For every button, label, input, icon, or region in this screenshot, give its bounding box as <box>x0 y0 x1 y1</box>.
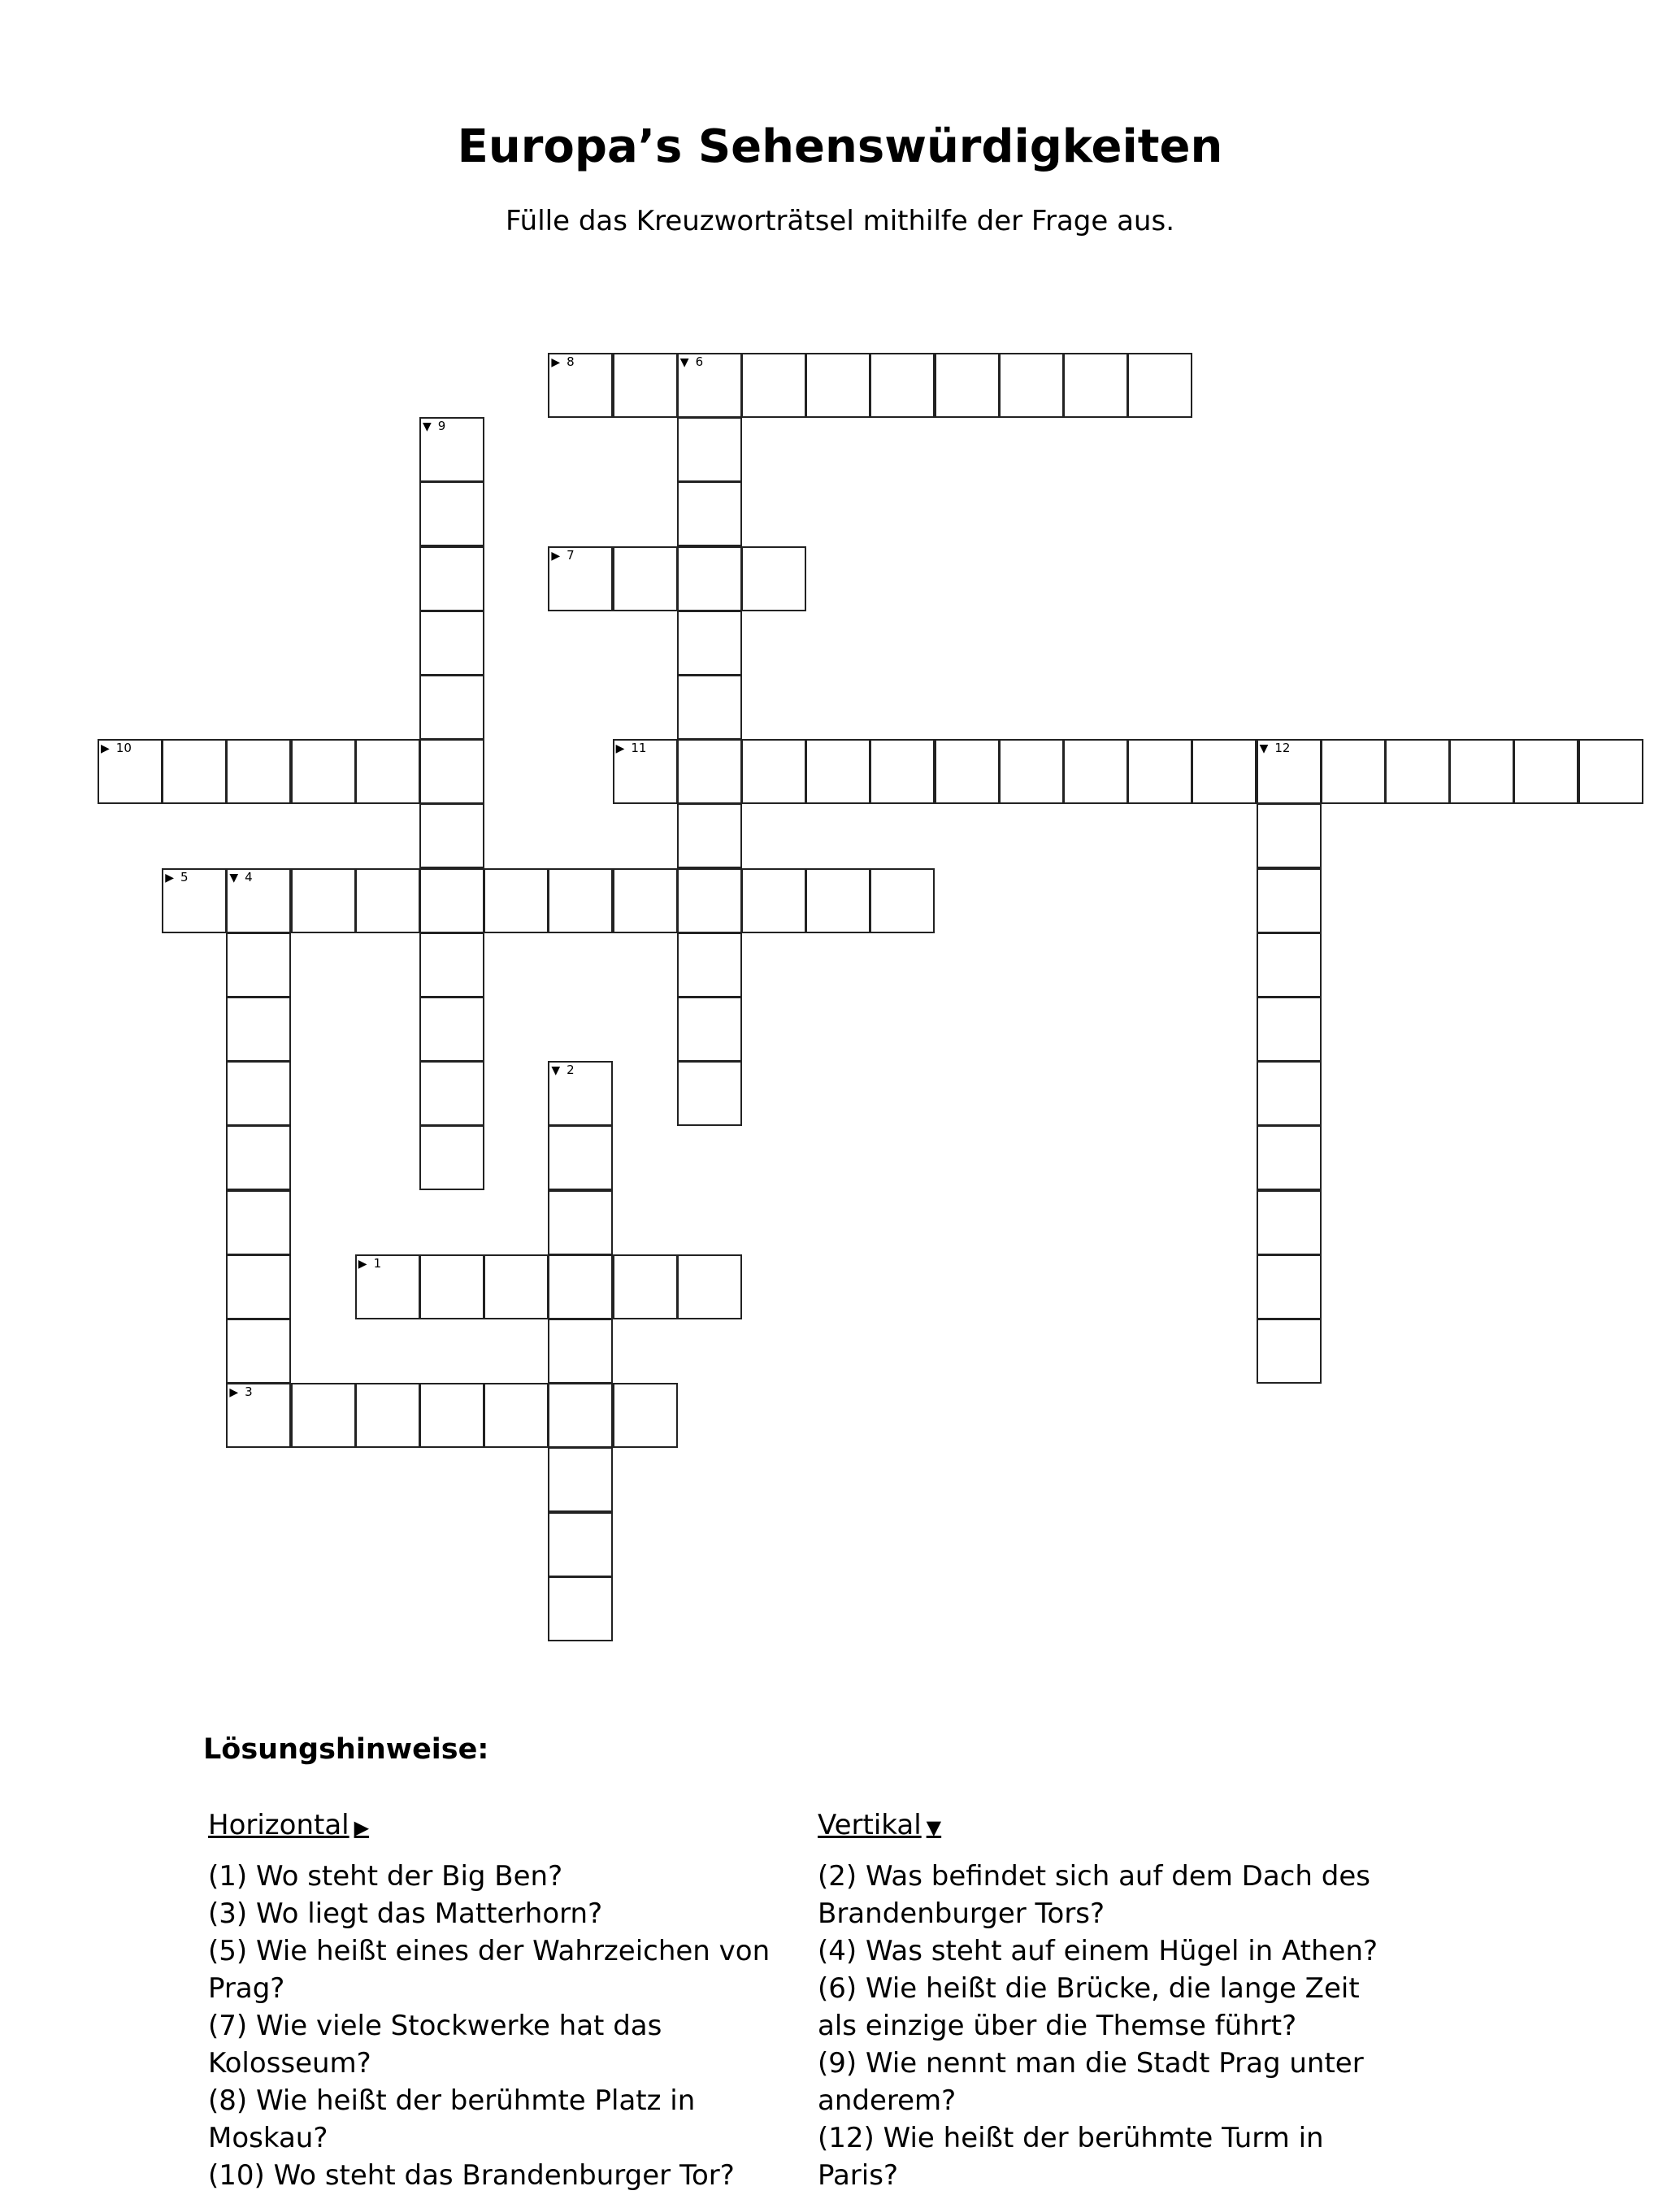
crossword-cell[interactable] <box>613 1383 678 1448</box>
crossword-cell[interactable] <box>548 1061 613 1126</box>
horizontal-clues-column <box>208 1806 793 2194</box>
horizontal-clue-list <box>208 1858 793 2194</box>
clue-number: 3 <box>245 1384 253 1400</box>
crossword-cell[interactable] <box>419 1061 484 1126</box>
crossword-cell[interactable] <box>613 868 678 933</box>
crossword-cell[interactable] <box>484 1254 549 1319</box>
crossword-cell[interactable] <box>226 932 291 998</box>
crossword-cell[interactable] <box>291 868 356 933</box>
clue-number: 4 <box>245 869 253 885</box>
right-arrow-icon: ▶ <box>165 871 174 885</box>
crossword-cell[interactable] <box>935 739 1000 804</box>
crossword-cell[interactable] <box>355 868 420 933</box>
vertical-heading-label: Vertikal <box>818 1809 922 1841</box>
crossword-cell[interactable] <box>1257 868 1322 933</box>
crossword-cell[interactable] <box>741 353 806 418</box>
crossword-cell[interactable] <box>548 1512 613 1577</box>
crossword-cell[interactable] <box>419 803 484 868</box>
crossword-cell[interactable] <box>1321 739 1386 804</box>
crossword-cell[interactable] <box>677 1254 742 1319</box>
clue-number: 2 <box>567 1063 575 1078</box>
crossword-cell[interactable] <box>419 417 484 482</box>
crossword-cell[interactable] <box>419 739 484 804</box>
down-arrow-icon: ▼ <box>679 356 689 369</box>
page-title: Europa’s Sehenswürdigkeiten <box>457 120 1223 173</box>
crossword-cell[interactable] <box>1192 739 1257 804</box>
clue-number-label <box>551 356 574 369</box>
vertical-clue: (4) Was steht auf einem Hügel in Athen? <box>818 1935 1378 1967</box>
down-arrow-icon: ▼ <box>926 1816 942 1839</box>
crossword-cell[interactable] <box>484 1383 549 1448</box>
clue-number: 11 <box>631 741 647 756</box>
crossword-cell[interactable] <box>355 1254 420 1319</box>
crossword-cell[interactable] <box>355 1383 420 1448</box>
crossword-cell[interactable] <box>741 739 806 804</box>
clue-number: 1 <box>373 1255 382 1271</box>
clue-number-label <box>680 356 703 369</box>
crossword-cell[interactable] <box>226 1319 291 1384</box>
vertical-clue: (9) Wie nennt man die Stadt Prag unter anderem? <box>818 2047 1364 2117</box>
down-arrow-icon: ▼ <box>1259 742 1269 756</box>
horizontal-heading-label: Horizontal <box>208 1809 349 1841</box>
crossword-cell[interactable] <box>419 675 484 740</box>
crossword-cell[interactable] <box>677 868 742 933</box>
clue-number-label <box>229 1386 252 1399</box>
clue-number: 7 <box>567 547 575 563</box>
crossword-cell[interactable] <box>1257 1125 1322 1190</box>
clue-number-label <box>616 742 647 755</box>
crossword-cell[interactable] <box>677 611 742 676</box>
crossword-cell[interactable] <box>226 1383 291 1448</box>
crossword-cell[interactable] <box>226 1190 291 1255</box>
crossword-cell[interactable] <box>291 1383 356 1448</box>
vertical-clue: (2) Was befindet sich auf dem Dach des Brandenburger Tors? <box>818 1860 1370 1930</box>
right-arrow-icon: ▶ <box>358 1257 367 1271</box>
crossword-cell[interactable] <box>1063 353 1128 418</box>
crossword-cell[interactable] <box>999 353 1064 418</box>
crossword-cell[interactable] <box>613 546 678 611</box>
vertical-clues-column <box>818 1806 1403 2194</box>
crossword-cell[interactable] <box>613 739 678 804</box>
crossword-cell[interactable] <box>419 932 484 998</box>
crossword-cell[interactable] <box>677 353 742 418</box>
crossword-cell[interactable] <box>419 481 484 546</box>
crossword-cell[interactable] <box>548 546 613 611</box>
clue-number-label <box>551 1064 574 1077</box>
crossword-cell[interactable] <box>1385 739 1450 804</box>
crossword-cell[interactable] <box>677 932 742 998</box>
clue-number-label <box>423 420 445 433</box>
crossword-cell[interactable] <box>741 868 806 933</box>
crossword-cell[interactable] <box>419 1254 484 1319</box>
crossword-cell[interactable] <box>1127 353 1192 418</box>
right-arrow-icon: ▶ <box>354 1816 370 1839</box>
clue-number: 12 <box>1274 741 1291 756</box>
crossword-cell[interactable] <box>1257 932 1322 998</box>
crossword-cell[interactable] <box>419 546 484 611</box>
crossword-cell[interactable] <box>548 1447 613 1512</box>
crossword-cell[interactable] <box>226 1125 291 1190</box>
crossword-cell[interactable] <box>1257 739 1322 804</box>
clue-number: 5 <box>180 869 189 885</box>
down-arrow-icon: ▼ <box>423 420 432 434</box>
crossword-cell[interactable] <box>1578 739 1643 804</box>
vertical-clue-list <box>818 1858 1403 2194</box>
crossword-cell[interactable] <box>226 739 291 804</box>
crossword-cell[interactable] <box>548 1125 613 1190</box>
crossword-cell[interactable] <box>226 997 291 1062</box>
clue-number-label <box>165 871 188 885</box>
right-arrow-icon: ▶ <box>551 356 561 369</box>
crossword-cell[interactable] <box>1257 1254 1322 1319</box>
crossword-cell[interactable] <box>419 611 484 676</box>
crossword-cell[interactable] <box>1257 997 1322 1062</box>
crossword-cell[interactable] <box>419 868 484 933</box>
page-subtitle: Fülle das Kreuzworträtsel mithilfe der Frage aus. <box>505 205 1175 237</box>
horizontal-clue: (1) Wo steht der Big Ben? <box>208 1860 563 1893</box>
crossword-cell[interactable] <box>1449 739 1514 804</box>
crossword-cell[interactable] <box>741 546 806 611</box>
crossword-cell[interactable] <box>870 739 935 804</box>
clue-number: 10 <box>115 741 132 756</box>
crossword-cell[interactable] <box>677 997 742 1062</box>
crossword-cell[interactable] <box>419 1125 484 1190</box>
down-arrow-icon: ▼ <box>551 1064 561 1078</box>
vertical-clue: (6) Wie heißt die Brücke, die lange Zeit als einzige über die Themse führt? <box>818 1972 1360 2042</box>
crossword-cell[interactable] <box>226 868 291 933</box>
crossword-cell[interactable] <box>613 1254 678 1319</box>
horizontal-clue: (8) Wie heißt der berühmte Platz in Moskau? <box>208 2084 696 2154</box>
clue-number: 6 <box>695 354 704 369</box>
crossword-cell[interactable] <box>355 739 420 804</box>
crossword-cell[interactable] <box>870 353 935 418</box>
crossword-cell[interactable] <box>677 417 742 482</box>
right-arrow-icon: ▶ <box>551 549 561 563</box>
crossword-cell[interactable] <box>613 353 678 418</box>
clue-number-label <box>551 547 575 563</box>
crossword-cell[interactable] <box>548 1319 613 1384</box>
clue-number-label <box>358 1255 382 1271</box>
crossword-cell[interactable] <box>291 739 356 804</box>
horizontal-clue: (7) Wie viele Stockwerke hat das Kolosseum? <box>208 2010 662 2080</box>
crossword-cell[interactable] <box>548 1254 613 1319</box>
clue-number-label <box>101 742 132 755</box>
crossword-cell[interactable] <box>677 739 742 804</box>
crossword-cell[interactable] <box>1257 1061 1322 1126</box>
crossword-cell[interactable] <box>419 997 484 1062</box>
crossword-cell[interactable] <box>677 1061 742 1126</box>
crossword-cell[interactable] <box>1257 1190 1322 1255</box>
crossword-cell[interactable] <box>805 739 870 804</box>
crossword-cell[interactable] <box>484 868 549 933</box>
crossword-cell[interactable] <box>162 739 227 804</box>
clue-number: 8 <box>567 354 575 369</box>
vertical-clue: (12) Wie heißt der berühmte Turm in Paris? <box>818 2122 1324 2192</box>
crossword-cell[interactable] <box>226 1254 291 1319</box>
crossword-cell[interactable] <box>1257 803 1322 868</box>
crossword-cell[interactable] <box>548 1576 613 1641</box>
right-arrow-icon: ▶ <box>229 1386 239 1400</box>
horizontal-heading <box>208 1806 369 1846</box>
crossword-cell[interactable] <box>548 353 613 418</box>
crossword-cell[interactable] <box>677 546 742 611</box>
clue-number-label <box>1260 742 1291 755</box>
crossword-cell[interactable] <box>548 1383 613 1448</box>
clue-number: 9 <box>437 419 446 434</box>
crossword-cell[interactable] <box>1513 739 1578 804</box>
vertical-heading <box>818 1806 941 1846</box>
right-arrow-icon: ▶ <box>101 742 110 756</box>
crossword-cell[interactable] <box>999 739 1064 804</box>
horizontal-clue: (3) Wo liegt das Matterhorn? <box>208 1897 603 1930</box>
crossword-cell[interactable] <box>226 1061 291 1126</box>
down-arrow-icon: ▼ <box>229 871 239 885</box>
horizontal-clue: (5) Wie heißt eines der Wahrzeichen von Prag? <box>208 1935 771 2005</box>
crossword-cell[interactable] <box>548 1190 613 1255</box>
crossword-cell[interactable] <box>162 868 227 933</box>
crossword-cell[interactable] <box>935 353 1000 418</box>
clue-number-label <box>229 871 252 885</box>
crossword-cell[interactable] <box>870 868 935 933</box>
crossword-cell[interactable] <box>1257 1319 1322 1384</box>
right-arrow-icon: ▶ <box>615 742 625 756</box>
crossword-cell[interactable] <box>98 739 163 804</box>
horizontal-clue: (10) Wo steht das Brandenburger Tor? <box>208 2159 735 2192</box>
crossword-cell[interactable] <box>548 868 613 933</box>
crossword-cell[interactable] <box>677 675 742 740</box>
crossword-cell[interactable] <box>677 803 742 868</box>
crossword-cell[interactable] <box>1063 739 1128 804</box>
crossword-cell[interactable] <box>805 868 870 933</box>
crossword-cell[interactable] <box>1127 739 1192 804</box>
crossword-cell[interactable] <box>805 353 870 418</box>
crossword-cell[interactable] <box>419 1383 484 1448</box>
crossword-cell[interactable] <box>677 481 742 546</box>
hints-title: Lösungshinweise: <box>203 1733 489 1766</box>
